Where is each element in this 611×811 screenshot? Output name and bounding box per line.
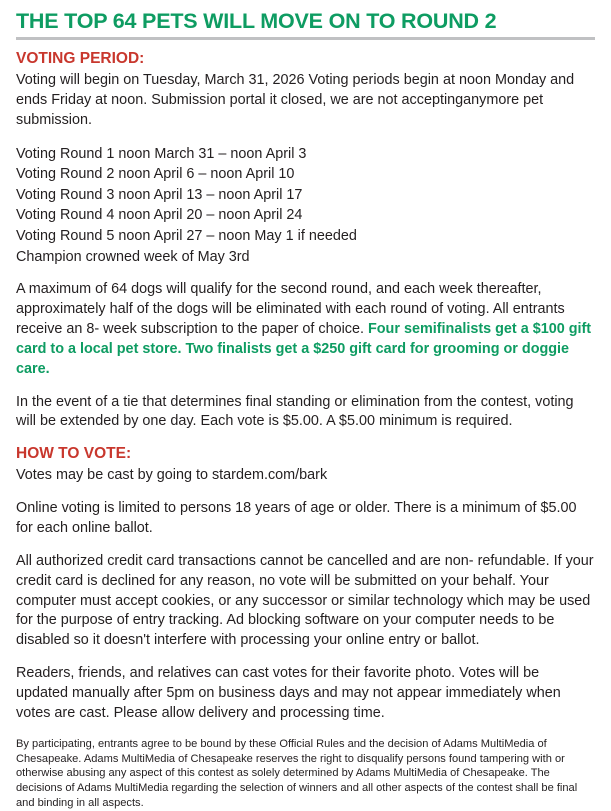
- schedule-round-5: Voting Round 5 noon April 27 – noon May 1 if needed: [16, 228, 357, 245]
- tie-breaker-paragraph: In the event of a tie that determines final standing or elimination from the contest, voting will be extended by one day. Each vote is $5.00. A $5.00 minimum is required.: [16, 393, 574, 430]
- voting-period-heading: VOTING PERIOD:: [16, 50, 145, 68]
- schedule-round-2: Voting Round 2 noon April 6 – noon April 10: [16, 166, 295, 183]
- schedule-round-1: Voting Round 1 noon March 31 – noon April 3: [16, 145, 307, 162]
- online-voting-limits: Online voting is limited to persons 18 years of age or older. There is a minimum of $5.00 for each online ballot.: [16, 500, 577, 536]
- vote-url-line: Votes may be cast by going to stardem.com/bark: [16, 467, 328, 484]
- prize-highlight: Four semifinalists get a $100 gift card to a local pet store. Two finalists get a $250 gift card for grooming or doggie care.: [16, 320, 592, 377]
- official-rules-fineprint: By participating, entrants agree to be bound by these Official Rules and the decision of Adams MultiMedia of Chesapeake. Adams MultiMedia of Chesapeake reserves the right to disqualify persons found tampering with or otherwise abusing any aspect of this contest as solely determined by Adams MultiMedia of Chesapeake. The decisions of Adams MultiMedia regarding the selection of winners and all other aspects of the contest shall be final and binding in all aspects.: [16, 737, 578, 809]
- qualification-paragraph: [16, 280, 595, 379]
- voting-period-intro: Voting will begin on Tuesday, March 31, 2026 Voting periods begin at noon Monday and ends Friday at noon. Submission portal it closed, we are not acceptinganymore pet submission.: [16, 72, 575, 128]
- title-divider: [16, 37, 595, 40]
- voting-schedule-list: [16, 144, 595, 268]
- how-to-vote-heading: HOW TO VOTE:: [16, 445, 132, 463]
- page-title: THE TOP 64 PETS WILL MOVE ON TO ROUND 2: [16, 9, 497, 33]
- schedule-champion: Champion crowned week of May 3rd: [16, 248, 250, 265]
- vote-updates-note: Readers, friends, and relatives can cast votes for their favorite photo. Votes will be updated manually after 5pm on business days and may not appear immediately when votes are cast. Please allow delivery and processing time.: [16, 665, 561, 721]
- credit-card-terms: All authorized credit card transactions cannot be cancelled and are non- refundable. If your credit card is declined for any reason, no vote will be submitted on your behalf. Your computer must accept cookies, or any successor or similar technology which may be used for the purpose of entry tracking. Ad blocking software on your computer needs to be disabled so it doesn't interfere with processing your online entry or ballot.: [16, 552, 594, 649]
- schedule-round-3: Voting Round 3 noon April 13 – noon April 17: [16, 186, 303, 203]
- qualification-text: A maximum of 64 dogs will qualify for the second round, and each week thereafter, approximately half of the dogs will be eliminated with each round of voting. All entrants receive an 8- week subscription to the paper of choice.: [16, 281, 565, 337]
- schedule-round-4: Voting Round 4 noon April 20 – noon April 24: [16, 207, 303, 224]
